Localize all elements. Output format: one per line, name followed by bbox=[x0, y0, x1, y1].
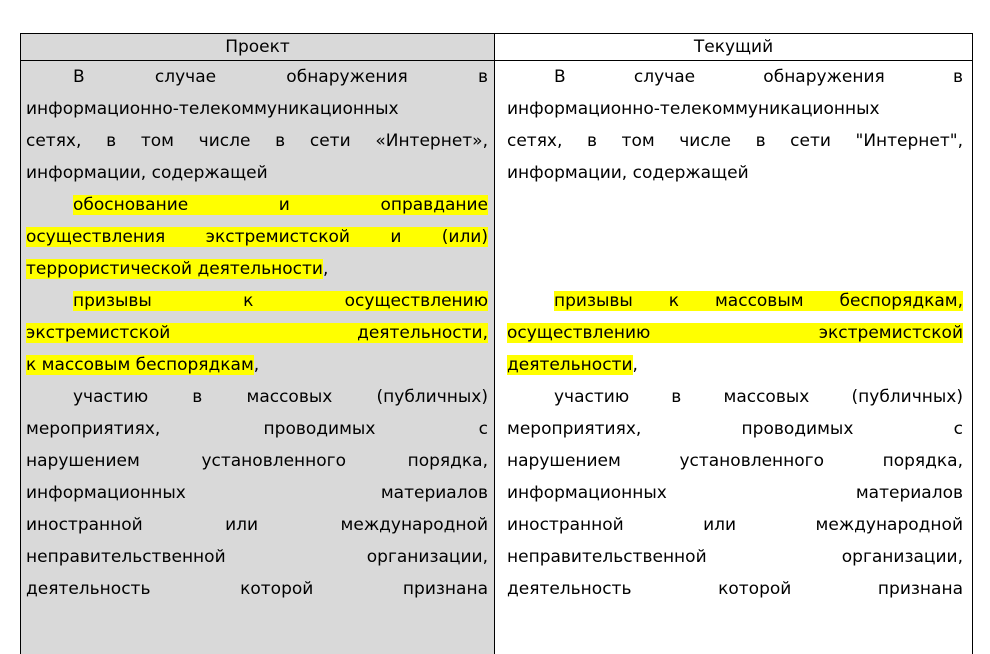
project-text bbox=[21, 61, 494, 605]
text-line: деятельность которой признана bbox=[26, 579, 488, 599]
comparison-table bbox=[20, 33, 973, 654]
blank-line bbox=[507, 221, 963, 253]
text-line: сетях, в том числе в сети "Интернет", bbox=[507, 131, 963, 151]
current-column bbox=[495, 34, 973, 654]
text-line: деятельность которой признана bbox=[507, 579, 963, 599]
text-line: информационно-телекоммуникационных bbox=[26, 99, 399, 119]
text-line: В случае обнаружения в bbox=[554, 67, 963, 87]
highlighted-text: осуществления экстремистской и (или) bbox=[26, 227, 488, 247]
current-text bbox=[495, 61, 972, 605]
text-line: сетях, в том числе в сети «Интернет», bbox=[26, 131, 488, 151]
text-line: нарушением установленного порядка, bbox=[26, 451, 488, 471]
text-line: В случае обнаружения в bbox=[73, 67, 488, 87]
text-line: информации, содержащей bbox=[26, 163, 268, 183]
highlighted-text: террористической деятельности bbox=[26, 259, 323, 279]
text-line: информационных материалов bbox=[507, 483, 963, 503]
project-column bbox=[21, 34, 495, 654]
text-line: иностранной или международной bbox=[507, 515, 963, 535]
text-line: мероприятиях, проводимых с bbox=[507, 419, 963, 439]
project-header: Проект bbox=[21, 34, 494, 61]
current-header: Текущий bbox=[495, 34, 972, 61]
text-line bbox=[26, 221, 488, 253]
text-line: информации, содержащей bbox=[507, 163, 749, 183]
text-line bbox=[26, 317, 488, 349]
text-line: иностранной или международной bbox=[26, 515, 488, 535]
text-line bbox=[507, 317, 963, 349]
highlighted-text: к массовым беспорядкам bbox=[26, 355, 254, 375]
highlighted-text: экстремистской деятельности, bbox=[26, 323, 488, 343]
highlighted-text: осуществлению экстремистской bbox=[507, 323, 963, 343]
text-line bbox=[507, 285, 963, 317]
punctuation: , bbox=[322, 259, 329, 279]
text-line: участию в массовых (публичных) bbox=[73, 387, 488, 407]
text-line: мероприятиях, проводимых с bbox=[26, 419, 488, 439]
text-line: неправительственной организации, bbox=[26, 547, 488, 567]
punctuation: , bbox=[632, 355, 638, 375]
text-line bbox=[507, 349, 963, 381]
text-line bbox=[26, 349, 488, 381]
text-line: нарушением установленного порядка, bbox=[507, 451, 963, 471]
text-line bbox=[26, 285, 488, 317]
text-line: информационно-телекоммуникационных bbox=[507, 99, 880, 119]
punctuation: , bbox=[253, 355, 260, 375]
blank-line bbox=[507, 189, 963, 221]
highlighted-text: обоснование и оправдание bbox=[73, 195, 488, 215]
text-line bbox=[26, 253, 488, 285]
blank-line bbox=[507, 253, 963, 285]
text-line bbox=[26, 189, 488, 221]
highlighted-text: призывы к осуществлению bbox=[73, 291, 488, 311]
highlighted-text: деятельности bbox=[507, 355, 633, 375]
highlighted-text: призывы к массовым беспорядкам, bbox=[554, 291, 963, 311]
text-line: информационных материалов bbox=[26, 483, 488, 503]
text-line: участию в массовых (публичных) bbox=[554, 387, 963, 407]
text-line: неправительственной организации, bbox=[507, 547, 963, 567]
